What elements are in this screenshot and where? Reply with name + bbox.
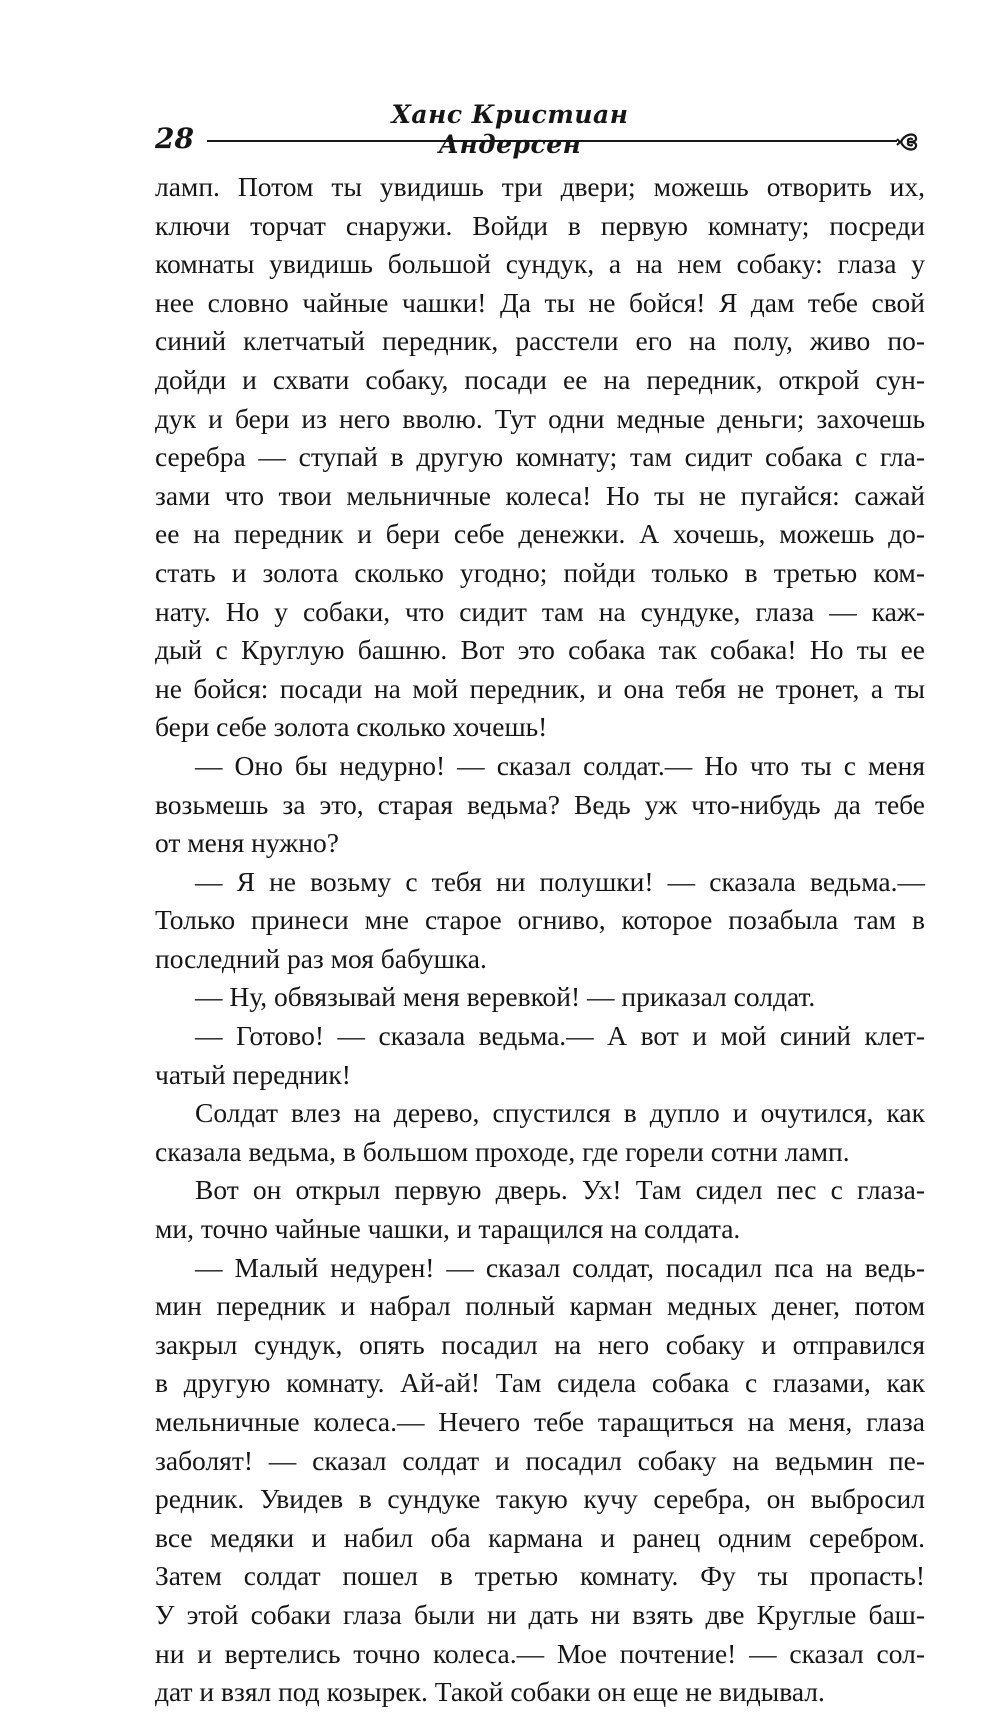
text-line: Вот он открыл первую дверь. Ух! Там сидел пес с глаза- — [195, 1174, 925, 1206]
text-line: ключи торчат снаружи. Войди в первую комнату; посреди — [155, 209, 925, 241]
text-line: — Ну, обвязывай меня веревкой! — приказал солдат. — [195, 981, 816, 1013]
text-line: синий клетчатый передник, расстели его на полу, живо по- — [155, 325, 925, 357]
running-head-author: Ханс Кристиан Андерсен — [391, 100, 629, 159]
page-number: 28 — [155, 122, 194, 155]
text-line: — Оно бы недурно! — сказал солдат.— Но что ты с меня — [195, 749, 925, 781]
text-line: редник. Увидев в сундуке такую кучу серебра, он выбросил — [155, 1483, 925, 1515]
text-line: от меня нужно? — [155, 827, 339, 859]
text-line: ми, точно чайные чашки, и таращился на солдата. — [155, 1213, 741, 1245]
text-line: ее на передник и бери себе денежки. А хочешь, можешь до- — [155, 518, 925, 550]
text-line: Солдат влез на дерево, спустился в дупло и очутился, как — [195, 1097, 925, 1129]
text-line: дойди и схвати собаку, посади ее на передник, открой сун- — [155, 363, 925, 395]
text-line: нее словно чайные чашки! Да ты не бойся! Я дам тебе свой — [155, 286, 925, 318]
text-line: ни и вертелись точно колеса.— Мое почтение! — сказал сол- — [155, 1637, 925, 1669]
text-line: стать и золота сколько угодно; пойди только в третью ком- — [155, 556, 925, 588]
text-line: нату. Но у собаки, что сидит там на сундуке, глаза — каж- — [155, 595, 925, 627]
text-line: Затем солдат пошел в третью комнату. Фу ты пропасть! — [155, 1560, 925, 1592]
text-line: серебра — ступай в другую комнату; там сидит собака с гла- — [155, 441, 925, 473]
text-line: возьмешь за это, старая ведьма? Ведь уж что-нибудь да тебе — [155, 788, 925, 820]
text-line: заболят! — сказал солдат и посадил собаку на ведьмин пе- — [155, 1444, 925, 1476]
text-line: сказала ведьма, в большом проходе, где горели сотни ламп. — [155, 1135, 850, 1167]
header-rule — [207, 140, 897, 142]
text-line: — Я не возьму с тебя ни полушки! — сказала ведьма.— — [195, 865, 925, 897]
text-line: дук и бери из него вволю. Тут одни медные деньги; захочешь — [155, 402, 925, 434]
text-line: мельничные колеса.— Нечего тебе таращиться на меня, глаза — [155, 1406, 925, 1437]
text-line: У этой собаки глаза были ни дать ни взять две Круглые баш- — [155, 1598, 925, 1630]
text-line: — Готово! — сказала ведьма.— А вот и мой синий клет- — [195, 1020, 925, 1052]
text-line: Только принеси мне старое огниво, которое позабыла там в — [155, 904, 925, 936]
running-head — [155, 100, 925, 160]
text-line: последний раз моя бабушка. — [155, 942, 487, 974]
text-line: комнаты увидишь большой сундук, а на нем собаку: глаза у — [155, 248, 925, 280]
text-line: дат и взял под козырек. Такой собаки он еще не видывал. — [155, 1676, 825, 1708]
text-line: зами что твои мельничные колеса! Но ты не пугайся: сажай — [155, 479, 925, 511]
text-line: чатый передник! — [155, 1058, 351, 1090]
text-line: мин передник и набрал полный карман медных денег, потом — [155, 1290, 925, 1322]
ornament-icon — [895, 128, 923, 156]
text-line: — Малый недурен! — сказал солдат, посадил пса на ведь- — [195, 1251, 925, 1283]
text-body — [155, 168, 925, 1712]
text-line: все медяки и набил оба кармана и ранец одним серебром. — [155, 1521, 925, 1553]
text-line: бери себе золота сколько хочешь! — [155, 711, 548, 743]
text-line: не бойся: посади на мой передник, и она тебя не тронет, а ты — [155, 672, 925, 704]
text-line: ламп. Потом ты увидишь три двери; можешь отворить их, — [155, 171, 925, 202]
text-line: закрыл сундук, опять посадил на него собаку и отправился — [155, 1328, 925, 1360]
text-line: дый с Круглую башню. Вот это собака так собака! Но ты ее — [155, 634, 925, 666]
text-line: в другую комнату. Ай-ай! Там сидела собака с глазами, как — [155, 1367, 925, 1399]
